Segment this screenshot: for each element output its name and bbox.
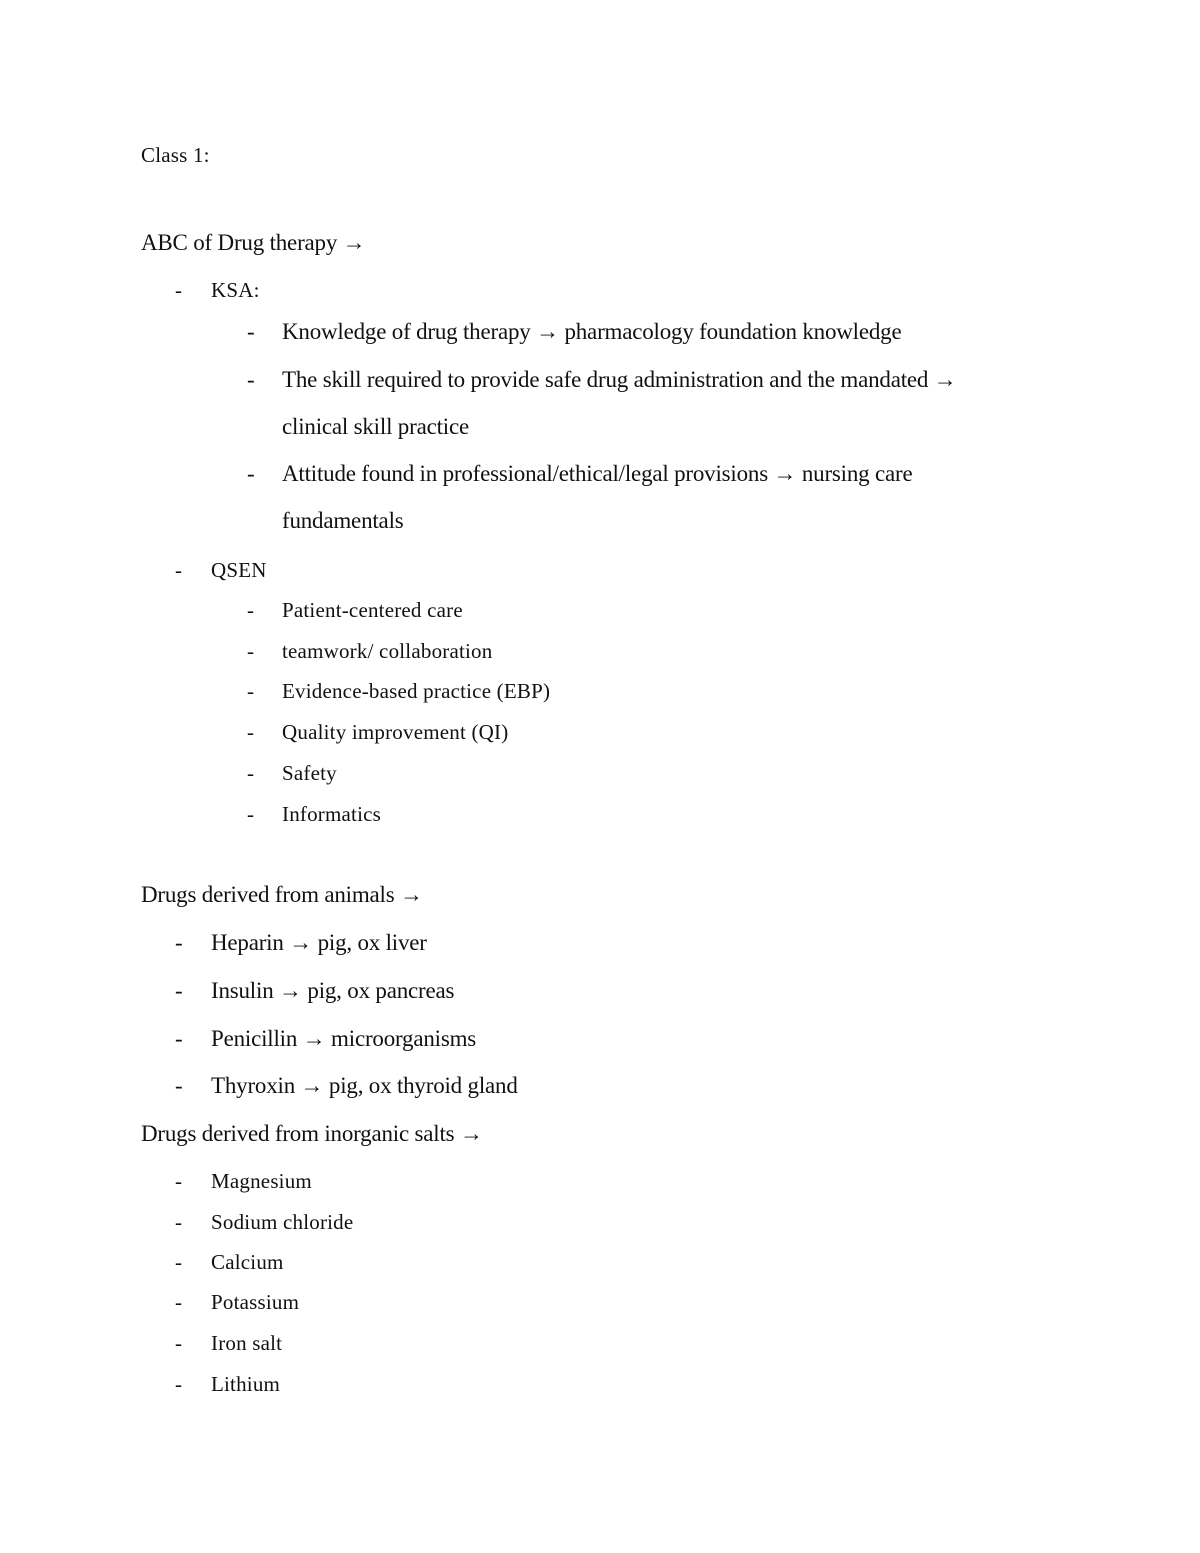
list-item-text: teamwork/ collaboration [282, 639, 493, 663]
list-item-text: Thyroxin → pig, ox thyroid gland [211, 1073, 518, 1098]
bullet-dash: - [247, 802, 255, 826]
list-item-text: Attitude found in professional/ethical/legal provisions → nursing care [282, 461, 913, 486]
list-item-label: KSA: [211, 278, 260, 302]
bullet-dash: - [175, 1210, 183, 1234]
list-item-text: Insulin → pig, ox pancreas [211, 978, 455, 1003]
list-item-text: Calcium [211, 1250, 284, 1274]
list-item-label: QSEN [211, 558, 267, 582]
bullet-dash: - [175, 1331, 183, 1355]
bullet-dash: - [175, 1290, 183, 1314]
bullet-dash: - [247, 679, 255, 703]
list-item-text: Safety [282, 761, 337, 785]
list-item-text: Lithium [211, 1372, 281, 1396]
bullet-dash: - [175, 930, 183, 955]
list-item-text: The skill required to provide safe drug administration and the mandated → [282, 367, 957, 392]
list-item-text: Sodium chloride [211, 1210, 354, 1234]
bullet-dash: - [247, 461, 255, 486]
list-item-text: Penicillin → microorganisms [211, 1026, 477, 1051]
list-item-text: Heparin → pig, ox liver [211, 930, 427, 955]
animals-heading: Drugs derived from animals → [141, 882, 423, 907]
list-item-continuation: clinical skill practice [282, 414, 469, 439]
bullet-dash: - [175, 558, 183, 582]
bullet-dash: - [247, 598, 255, 622]
bullet-dash: - [247, 639, 255, 663]
bullet-dash: - [247, 319, 255, 344]
list-item-text: Quality improvement (QI) [282, 720, 509, 744]
bullet-dash: - [175, 1026, 183, 1051]
list-item-text: Evidence-based practice (EBP) [282, 679, 551, 703]
bullet-dash: - [175, 278, 183, 302]
bullet-dash: - [175, 1372, 183, 1396]
bullet-dash: - [175, 1169, 183, 1193]
bullet-dash: - [247, 367, 255, 392]
list-item-text: Knowledge of drug therapy → pharmacology foundation knowledge [282, 319, 902, 344]
class-title: Class 1: [141, 143, 210, 167]
list-item-text: Magnesium [211, 1169, 312, 1193]
list-item-text: Iron salt [211, 1331, 283, 1355]
bullet-dash: - [175, 978, 183, 1003]
salts-heading: Drugs derived from inorganic salts → [141, 1121, 483, 1146]
list-item-text: Patient-centered care [282, 598, 463, 622]
list-item-text: Potassium [211, 1290, 300, 1314]
list-item-text: Informatics [282, 802, 381, 826]
bullet-dash: - [247, 761, 255, 785]
bullet-dash: - [247, 720, 255, 744]
bullet-dash: - [175, 1073, 183, 1098]
bullet-dash: - [175, 1250, 183, 1274]
list-item-continuation: fundamentals [282, 508, 404, 533]
abc-heading: ABC of Drug therapy → [141, 230, 366, 255]
